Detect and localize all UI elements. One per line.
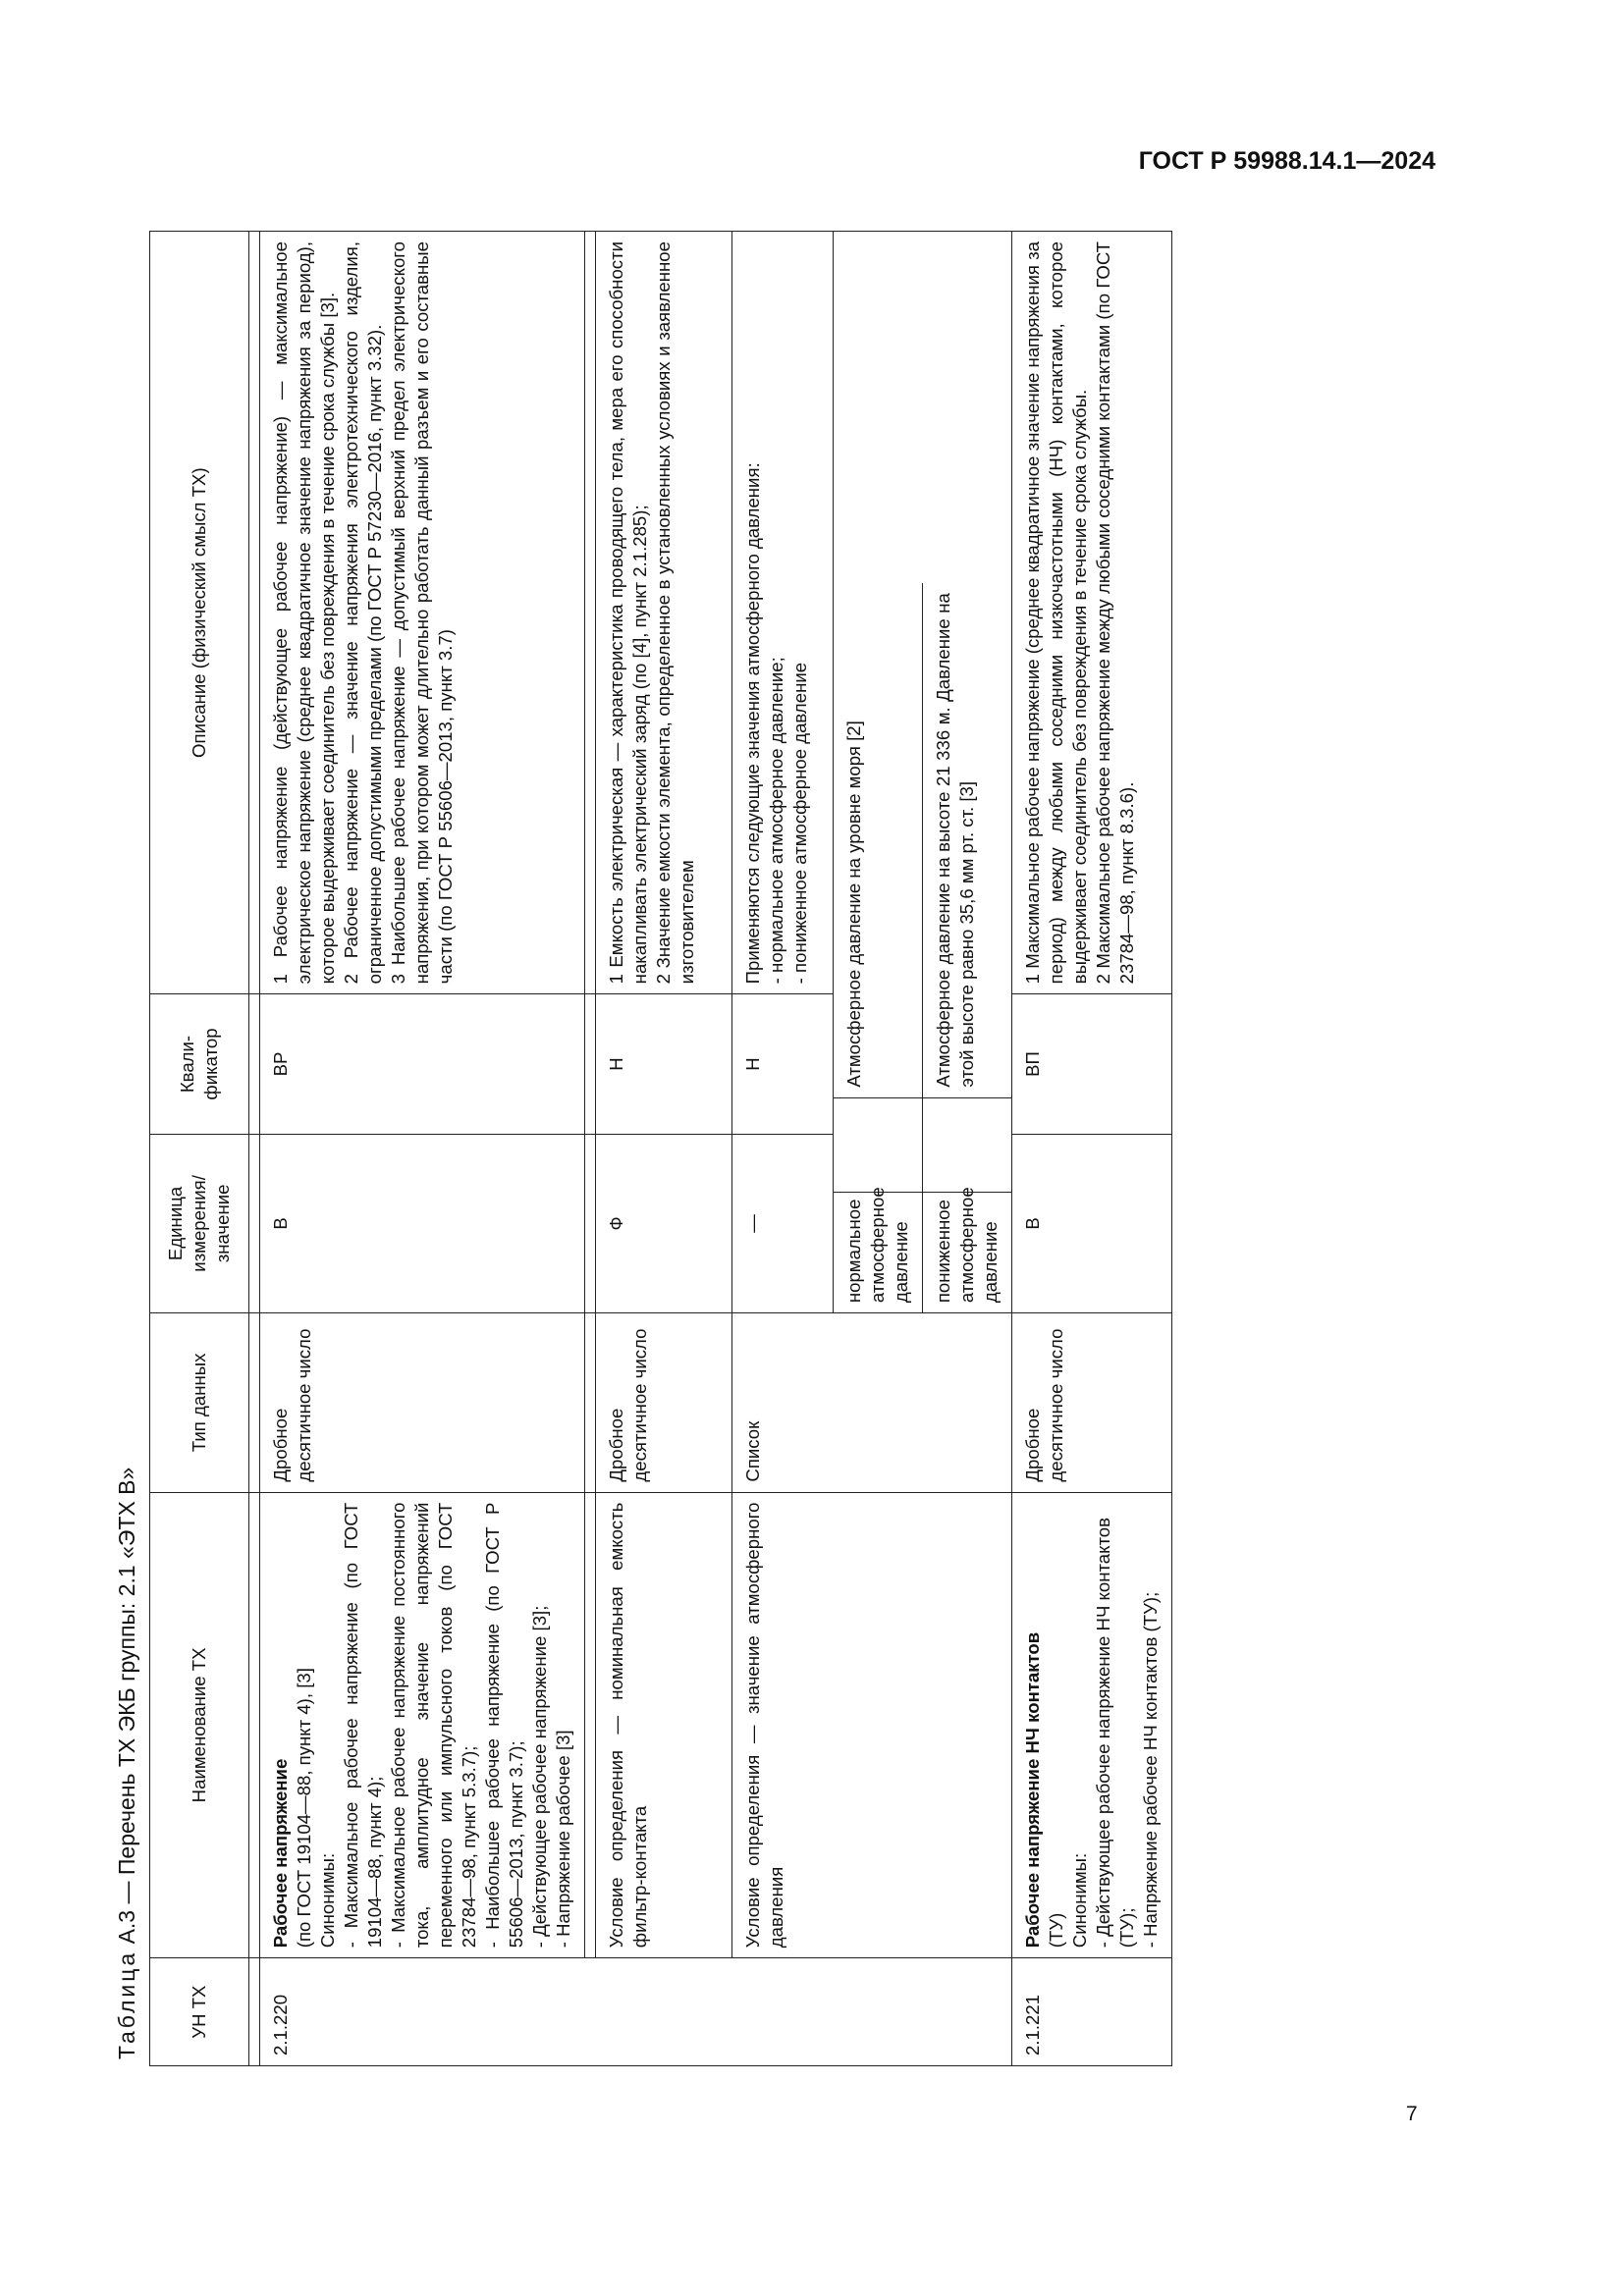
spacer-cell — [585, 1492, 596, 1958]
pressure-sub-normal — [834, 583, 923, 1312]
cell-qualifier: Н — [732, 994, 834, 1134]
pressure-subtable — [834, 583, 1011, 1312]
desc-line: 1 Емкость электрическая — характеристика проводящего тела, мера его способности накапливать электрический заряд (по [4], пункт 2.1.285); — [606, 241, 650, 985]
desc-line: 3 Наибольшее рабочее напряжение — допустимый верхний предел электрического напряжения, при котором может длительно работать данный разъем и его составные части (по ГОСТ Р 55606—2013, пункт 3.7) — [388, 241, 456, 985]
header-qualifier: Квали- фикатор — [150, 994, 249, 1134]
spacer-cell — [249, 1958, 260, 2066]
desc-line: 2 Значение емкости элемента, определенное в установленных условиях и заявленное изготовителем — [653, 241, 697, 985]
spacer-cell — [585, 232, 596, 994]
caption-prefix: Таблица — [114, 1949, 139, 2059]
cell-description — [732, 232, 834, 994]
desc-line: 1 Рабочее напряжение (действующее рабочее напряжение) — максимальное электрическое напряжение (среднее квадратичное значение напряжения за период), которое выдерживает соединитель без повреждения в течение срока службы [3]. — [270, 241, 338, 985]
spacer-cell — [585, 1134, 596, 1312]
cell-name — [1012, 1492, 1172, 1958]
caption-text: А.3 — Перечень ТХ ЭКБ группы: 2.1 «ЭТХ В» — [114, 1467, 139, 1950]
name-line: - Наибольшее рабочее напряжение (по ГОСТ Р 55606—2013, пункт 3.7); — [482, 1502, 526, 1949]
cell-qualifier: ВР — [260, 994, 585, 1134]
cell-unit: В — [260, 1134, 585, 1312]
document-code: ГОСТ Р 59988.14.1—2024 — [1138, 147, 1435, 175]
pressure-subtable-cell — [834, 232, 1012, 1313]
cell-name: Условие определения — номинальная емкость фильтр-контакта — [596, 1492, 732, 1958]
sub-qualifier-empty — [923, 1097, 1012, 1192]
name-line: - Напряжение рабочее [3] — [553, 1730, 573, 1949]
name-title: Рабочее напряжение НЧ контактов — [1022, 1631, 1043, 1949]
table-row-capacitance — [596, 232, 732, 2066]
header-name: Наименование ТХ — [150, 1492, 249, 1958]
sub-qualifier-empty — [834, 1097, 923, 1192]
cell-unit: В — [1012, 1134, 1172, 1312]
sub-unit-low: пониженное атмосферное давление — [923, 1192, 1012, 1312]
name-line: Синонимы: — [317, 1852, 338, 1949]
name-line: - Максимальное рабочее напряжение (по ГОСТ 19104—88, пункт 4); — [341, 1502, 385, 1949]
header-id: УН ТХ — [150, 1958, 249, 2066]
spacer-cell — [249, 994, 260, 1134]
name-line: - Напряжение рабочее НЧ контактов (ТУ); — [1140, 1591, 1161, 1949]
cell-unit: Ф — [596, 1134, 732, 1312]
desc-line: 1 Максимальное рабочее напряжение (среднее квадратичное значение напряжения за период) между любыми соседними низкочастотными (НЧ) контактами, которое выдерживает соединитель без повреждения в течение срока службы. — [1022, 241, 1090, 985]
rotated-table-wrapper — [149, 231, 1416, 2066]
cell-type: Дробное десятичное число — [1012, 1313, 1172, 1492]
name-line: - Действующее рабочее напряжение [3]; — [529, 1605, 550, 1949]
cell-type: Список — [732, 1313, 1012, 1492]
spacer-row — [585, 232, 596, 2066]
name-line: Синонимы: — [1069, 1852, 1090, 1949]
sub-desc-normal: Атмосферное давление на уровне моря [2] — [834, 583, 923, 1097]
spacer-row — [249, 232, 260, 2066]
cell-name — [260, 1492, 585, 1958]
cell-unit: — — [732, 1134, 834, 1312]
name-line: - Максимальное рабочее напряжение постоянного тока, амплитудное значение напряжений переменного или импульсного токов (по ГОСТ 23784—98, пункт 5.3.7); — [388, 1502, 479, 1949]
page-number: 7 — [1406, 2103, 1418, 2125]
sub-unit-normal: нормальное атмосферное давление — [834, 1192, 923, 1312]
spacer-cell — [249, 1134, 260, 1312]
name-title: Рабочее напряжение — [270, 1758, 291, 1949]
spacer-cell — [585, 1313, 596, 1492]
cell-id: 2.1.221 — [1012, 1958, 1172, 2066]
table-row-pressure — [732, 232, 834, 2066]
desc-line: - нормальное атмосферное давление; — [766, 657, 786, 985]
cell-id: 2.1.220 — [260, 1958, 1012, 2066]
spacer-cell — [249, 232, 260, 994]
cell-type: Дробное десятичное число — [596, 1313, 732, 1492]
cell-description — [260, 232, 585, 994]
cell-name: Условие определения — значение атмосферного давления — [732, 1492, 1012, 1958]
cell-qualifier: Н — [596, 994, 732, 1134]
desc-line: Применяются следующие значения атмосферного давления: — [742, 462, 763, 985]
cell-type: Дробное десятичное число — [260, 1313, 585, 1492]
table-row-2-1-220 — [260, 232, 585, 2066]
spacer-cell — [585, 994, 596, 1134]
sub-desc-low: Атмосферное давление на высоте 21 336 м. Давление на этой высоте равно 35,6 мм рт. ст. [3] — [923, 583, 1012, 1097]
desc-line: - пониженное атмосферное давление — [789, 662, 810, 985]
table-caption — [114, 1468, 140, 2059]
spacer-cell — [249, 1492, 260, 1958]
spacer-cell — [249, 1313, 260, 1492]
cell-description — [596, 232, 732, 994]
name-line: - Действующее рабочее напряжение НЧ контактов (ТУ); — [1093, 1518, 1137, 1949]
desc-line: 2 Рабочее напряжение — значение напряжения электротехнического изделия, ограниченное допустимыми пределами (по ГОСТ Р 57230—2016, пункт 3.32). — [341, 241, 385, 985]
name-line: (по ГОСТ 19104—88, пункт 4), [3] — [294, 1668, 314, 1949]
header-type: Тип данных — [150, 1313, 249, 1492]
header-description: Описание (физический смысл ТХ) — [150, 232, 249, 994]
header-unit: Единица измерения/ значение — [150, 1134, 249, 1312]
cell-qualifier: ВП — [1012, 994, 1172, 1134]
characteristics-table — [149, 231, 1172, 2066]
table-header-row — [150, 232, 249, 2066]
name-line: (ТУ) — [1046, 1912, 1066, 1949]
desc-line: 2 Максимальное рабочее напряжение между любыми соседними контактами (по ГОСТ 23784—98, пункт 8.3.6). — [1093, 241, 1137, 985]
cell-description — [1012, 232, 1172, 994]
pressure-sub-low — [923, 583, 1012, 1312]
table-row-2-1-221 — [1012, 232, 1172, 2066]
